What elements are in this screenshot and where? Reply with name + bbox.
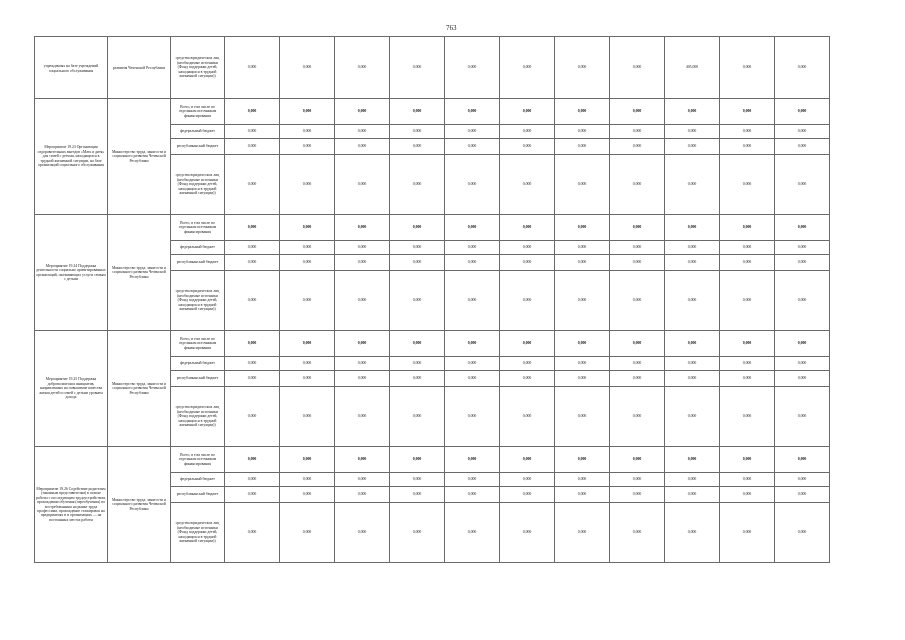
activity-cell: учреждениях на базе учреждений социального обслуживания — [35, 37, 108, 99]
value-cell: 0,000 — [335, 387, 390, 447]
activity-cell: Мероприятие 19.26 Содействие родителям (законным представителям) в поиске работы с последующим трудоустройством, прохождении обучения (переобучения) по востребованным на рынке труда профессиям, прохождение стажировок на предприятиях и в организациях — на постоянных местах работы — [35, 447, 108, 563]
value-cell: 0,000 — [775, 241, 830, 255]
value-cell: 0,000 — [720, 387, 775, 447]
table-row — [35, 447, 830, 473]
source-cell: республиканский бюджет — [171, 139, 225, 155]
value-cell: 0,000 — [225, 387, 280, 447]
table-row — [35, 99, 830, 125]
value-cell: 0,000 — [280, 357, 335, 371]
value-cell: 0,000 — [555, 241, 610, 255]
source-cell: федеральный бюджет — [171, 241, 225, 255]
value-cell: 0,000 — [335, 241, 390, 255]
value-cell: 0,000 — [225, 503, 280, 563]
value-cell: 0,000 — [720, 241, 775, 255]
value-cell: 0,000 — [445, 331, 500, 357]
value-cell: 0,000 — [335, 139, 390, 155]
value-cell: 0,000 — [500, 331, 555, 357]
value-cell: 0,000 — [445, 139, 500, 155]
value-cell: 0,000 — [280, 473, 335, 487]
value-cell: 0,000 — [225, 371, 280, 387]
value-cell: 0,000 — [720, 357, 775, 371]
source-cell: федеральный бюджет — [171, 125, 225, 139]
value-cell: 405,000 — [665, 37, 720, 99]
value-cell: 0,000 — [445, 473, 500, 487]
value-cell: 0,000 — [610, 331, 665, 357]
value-cell: 0,000 — [720, 255, 775, 271]
value-cell: 0,000 — [610, 371, 665, 387]
value-cell: 0,000 — [555, 155, 610, 215]
value-cell: 0,000 — [335, 37, 390, 99]
value-cell: 0,000 — [390, 37, 445, 99]
source-cell: средства юридических лиц (необходимые источники (Фонд поддержки детей, находящихся в трудной жизненной ситуации)) — [171, 503, 225, 563]
value-cell: 0,000 — [280, 387, 335, 447]
value-cell: 0,000 — [665, 487, 720, 503]
value-cell: 0,000 — [445, 357, 500, 371]
value-cell: 0,000 — [610, 155, 665, 215]
value-cell: 0,000 — [610, 99, 665, 125]
source-cell: средства юридических лиц (необходимые источники (Фонд поддержки детей, находящихся в трудной жизненной ситуации)) — [171, 271, 225, 331]
value-cell: 0,000 — [665, 473, 720, 487]
value-cell: 0,000 — [610, 503, 665, 563]
value-cell: 0,000 — [225, 473, 280, 487]
value-cell: 0,000 — [500, 503, 555, 563]
value-cell: 0,000 — [775, 99, 830, 125]
value-cell: 0,000 — [610, 473, 665, 487]
value-cell: 0,000 — [775, 331, 830, 357]
value-cell: 0,000 — [720, 99, 775, 125]
value-cell: 0,000 — [500, 387, 555, 447]
value-cell: 0,000 — [500, 155, 555, 215]
value-cell: 0,000 — [225, 139, 280, 155]
value-cell: 0,000 — [555, 473, 610, 487]
table-row — [35, 331, 830, 357]
value-cell: 0,000 — [665, 155, 720, 215]
value-cell: 0,000 — [775, 503, 830, 563]
value-cell: 0,000 — [555, 255, 610, 271]
value-cell: 0,000 — [610, 139, 665, 155]
value-cell: 0,000 — [280, 155, 335, 215]
value-cell: 0,000 — [280, 125, 335, 139]
value-cell: 0,000 — [720, 37, 775, 99]
value-cell: 0,000 — [445, 155, 500, 215]
page-number: 763 — [446, 24, 457, 32]
value-cell: 0,000 — [775, 357, 830, 371]
value-cell: 0,000 — [720, 331, 775, 357]
value-cell: 0,000 — [390, 271, 445, 331]
value-cell: 0,000 — [335, 125, 390, 139]
value-cell: 0,000 — [390, 473, 445, 487]
value-cell: 0,000 — [775, 271, 830, 331]
value-cell: 0,000 — [610, 271, 665, 331]
value-cell: 0,000 — [225, 487, 280, 503]
value-cell: 0,000 — [390, 331, 445, 357]
value-cell: 0,000 — [445, 241, 500, 255]
value-cell: 0,000 — [555, 331, 610, 357]
activity-cell: Мероприятие 19.24 Поддержка деятельности социально ориентированных организаций, оказывающих услуги семьям с детьми — [35, 215, 108, 331]
table-row — [35, 37, 830, 99]
value-cell: 0,000 — [665, 271, 720, 331]
value-cell: 0,000 — [555, 357, 610, 371]
source-cell: Всего, в том числе по отдельным источникам финансирования — [171, 331, 225, 357]
value-cell: 0,000 — [335, 503, 390, 563]
value-cell: 0,000 — [445, 125, 500, 139]
value-cell: 0,000 — [555, 125, 610, 139]
value-cell: 0,000 — [500, 487, 555, 503]
value-cell: 0,000 — [720, 371, 775, 387]
value-cell: 0,000 — [280, 99, 335, 125]
value-cell: 0,000 — [445, 215, 500, 241]
value-cell: 0,000 — [555, 387, 610, 447]
value-cell: 0,000 — [500, 215, 555, 241]
value-cell: 0,000 — [445, 487, 500, 503]
source-cell: Всего, в том числе по отдельным источникам финансирования — [171, 447, 225, 473]
table-row — [35, 215, 830, 241]
activity-cell: Мероприятие 19.25 Поддержка добровольческих инициатив, направленных на повышение качества жизни детей и семей с детьми уровнем дохода — [35, 331, 108, 447]
value-cell: 0,000 — [775, 37, 830, 99]
value-cell: 0,000 — [555, 139, 610, 155]
value-cell: 0,000 — [610, 125, 665, 139]
value-cell: 0,000 — [280, 503, 335, 563]
source-cell: республиканский бюджет — [171, 371, 225, 387]
value-cell: 0,000 — [280, 215, 335, 241]
value-cell: 0,000 — [335, 473, 390, 487]
value-cell: 0,000 — [610, 255, 665, 271]
value-cell: 0,000 — [610, 215, 665, 241]
value-cell: 0,000 — [390, 125, 445, 139]
value-cell: 0,000 — [390, 487, 445, 503]
value-cell: 0,000 — [665, 255, 720, 271]
value-cell: 0,000 — [445, 503, 500, 563]
value-cell: 0,000 — [775, 473, 830, 487]
value-cell: 0,000 — [335, 371, 390, 387]
value-cell: 0,000 — [445, 255, 500, 271]
value-cell: 0,000 — [225, 447, 280, 473]
source-cell: средства юридических лиц (необходимые источники (Фонд поддержки детей, находящихся в трудной жизненной ситуации)) — [171, 155, 225, 215]
value-cell: 0,000 — [665, 215, 720, 241]
value-cell: 0,000 — [225, 125, 280, 139]
value-cell: 0,000 — [500, 357, 555, 371]
value-cell: 0,000 — [720, 155, 775, 215]
value-cell: 0,000 — [720, 125, 775, 139]
executor-cell: Министерство труда, занятости и социального развития Чеченской Республики — [108, 331, 171, 447]
value-cell: 0,000 — [225, 37, 280, 99]
value-cell: 0,000 — [665, 139, 720, 155]
value-cell: 0,000 — [500, 473, 555, 487]
value-cell: 0,000 — [225, 331, 280, 357]
value-cell: 0,000 — [665, 387, 720, 447]
value-cell: 0,000 — [225, 255, 280, 271]
value-cell: 0,000 — [390, 357, 445, 371]
value-cell: 0,000 — [390, 447, 445, 473]
value-cell: 0,000 — [225, 155, 280, 215]
source-cell: средства юридических лиц (необходимые источники (Фонд поддержки детей, находящихся в трудной жизненной ситуации)) — [171, 387, 225, 447]
value-cell: 0,000 — [335, 357, 390, 371]
activity-cell: Мероприятие 19.23 Организация оздоровительных выездов «Мать и дитя» для семей с детьми, находящихся в трудной жизненной ситуации, на базе организаций социального обслуживания — [35, 99, 108, 215]
value-cell: 0,000 — [775, 447, 830, 473]
value-cell: 0,000 — [665, 241, 720, 255]
value-cell: 0,000 — [445, 387, 500, 447]
value-cell: 0,000 — [445, 371, 500, 387]
value-cell: 0,000 — [280, 241, 335, 255]
executor-cell: Министерство труда, занятости и социального развития Чеченской Республики — [108, 99, 171, 215]
value-cell: 0,000 — [775, 215, 830, 241]
value-cell: 0,000 — [720, 473, 775, 487]
value-cell: 0,000 — [555, 215, 610, 241]
value-cell: 0,000 — [390, 241, 445, 255]
value-cell: 0,000 — [335, 447, 390, 473]
value-cell: 0,000 — [500, 99, 555, 125]
value-cell: 0,000 — [555, 503, 610, 563]
value-cell: 0,000 — [390, 155, 445, 215]
value-cell: 0,000 — [280, 487, 335, 503]
value-cell: 0,000 — [775, 125, 830, 139]
value-cell: 0,000 — [500, 125, 555, 139]
value-cell: 0,000 — [335, 155, 390, 215]
value-cell: 0,000 — [500, 447, 555, 473]
value-cell: 0,000 — [445, 271, 500, 331]
value-cell: 0,000 — [720, 139, 775, 155]
value-cell: 0,000 — [500, 371, 555, 387]
value-cell: 0,000 — [720, 215, 775, 241]
budget-table-body — [35, 37, 830, 563]
value-cell: 0,000 — [225, 271, 280, 331]
value-cell: 0,000 — [665, 125, 720, 139]
value-cell: 0,000 — [390, 255, 445, 271]
value-cell: 0,000 — [555, 447, 610, 473]
value-cell: 0,000 — [335, 331, 390, 357]
value-cell: 0,000 — [555, 37, 610, 99]
value-cell: 0,000 — [445, 37, 500, 99]
value-cell: 0,000 — [665, 447, 720, 473]
executor-cell: Министерство труда, занятости и социального развития Чеченской Республики — [108, 447, 171, 563]
value-cell: 0,000 — [720, 487, 775, 503]
value-cell: 0,000 — [390, 371, 445, 387]
value-cell: 0,000 — [610, 487, 665, 503]
value-cell: 0,000 — [390, 139, 445, 155]
value-cell: 0,000 — [390, 99, 445, 125]
value-cell: 0,000 — [500, 139, 555, 155]
source-cell: Всего, в том числе по отдельным источникам финансирования — [171, 99, 225, 125]
value-cell: 0,000 — [500, 241, 555, 255]
value-cell: 0,000 — [280, 271, 335, 331]
value-cell: 0,000 — [665, 371, 720, 387]
value-cell: 0,000 — [500, 271, 555, 331]
source-cell: Всего, в том числе по отдельным источникам финансирования — [171, 215, 225, 241]
value-cell: 0,000 — [445, 99, 500, 125]
value-cell: 0,000 — [775, 255, 830, 271]
value-cell: 0,000 — [280, 255, 335, 271]
value-cell: 0,000 — [225, 99, 280, 125]
value-cell: 0,000 — [555, 271, 610, 331]
executor-cell: Министерство труда, занятости и социального развития Чеченской Республики — [108, 215, 171, 331]
source-cell: республиканский бюджет — [171, 487, 225, 503]
value-cell: 0,000 — [775, 155, 830, 215]
value-cell: 0,000 — [445, 447, 500, 473]
value-cell: 0,000 — [610, 357, 665, 371]
budget-table — [34, 36, 830, 563]
value-cell: 0,000 — [335, 255, 390, 271]
value-cell: 0,000 — [280, 447, 335, 473]
value-cell: 0,000 — [280, 331, 335, 357]
source-cell: средства юридических лиц (необходимые источники (Фонд поддержки детей, находящихся в трудной жизненной ситуации)) — [171, 37, 225, 99]
value-cell: 0,000 — [720, 271, 775, 331]
value-cell: 0,000 — [555, 371, 610, 387]
source-cell: федеральный бюджет — [171, 357, 225, 371]
value-cell: 0,000 — [610, 241, 665, 255]
value-cell: 0,000 — [500, 37, 555, 99]
value-cell: 0,000 — [665, 99, 720, 125]
value-cell: 0,000 — [390, 503, 445, 563]
source-cell: республиканский бюджет — [171, 255, 225, 271]
value-cell: 0,000 — [555, 487, 610, 503]
value-cell: 0,000 — [390, 215, 445, 241]
value-cell: 0,000 — [610, 447, 665, 473]
value-cell: 0,000 — [775, 487, 830, 503]
value-cell: 0,000 — [335, 271, 390, 331]
value-cell: 0,000 — [720, 503, 775, 563]
value-cell: 0,000 — [280, 37, 335, 99]
value-cell: 0,000 — [335, 487, 390, 503]
value-cell: 0,000 — [280, 371, 335, 387]
value-cell: 0,000 — [720, 447, 775, 473]
executor-cell: развития Чеченской Республики — [108, 37, 171, 99]
value-cell: 0,000 — [775, 371, 830, 387]
value-cell: 0,000 — [500, 255, 555, 271]
value-cell: 0,000 — [335, 99, 390, 125]
value-cell: 0,000 — [665, 331, 720, 357]
value-cell: 0,000 — [225, 357, 280, 371]
value-cell: 0,000 — [610, 37, 665, 99]
value-cell: 0,000 — [335, 215, 390, 241]
value-cell: 0,000 — [390, 387, 445, 447]
value-cell: 0,000 — [775, 139, 830, 155]
value-cell: 0,000 — [665, 357, 720, 371]
source-cell: федеральный бюджет — [171, 473, 225, 487]
value-cell: 0,000 — [665, 503, 720, 563]
value-cell: 0,000 — [225, 241, 280, 255]
value-cell: 0,000 — [555, 99, 610, 125]
value-cell: 0,000 — [775, 387, 830, 447]
value-cell: 0,000 — [225, 215, 280, 241]
value-cell: 0,000 — [280, 139, 335, 155]
value-cell: 0,000 — [610, 387, 665, 447]
